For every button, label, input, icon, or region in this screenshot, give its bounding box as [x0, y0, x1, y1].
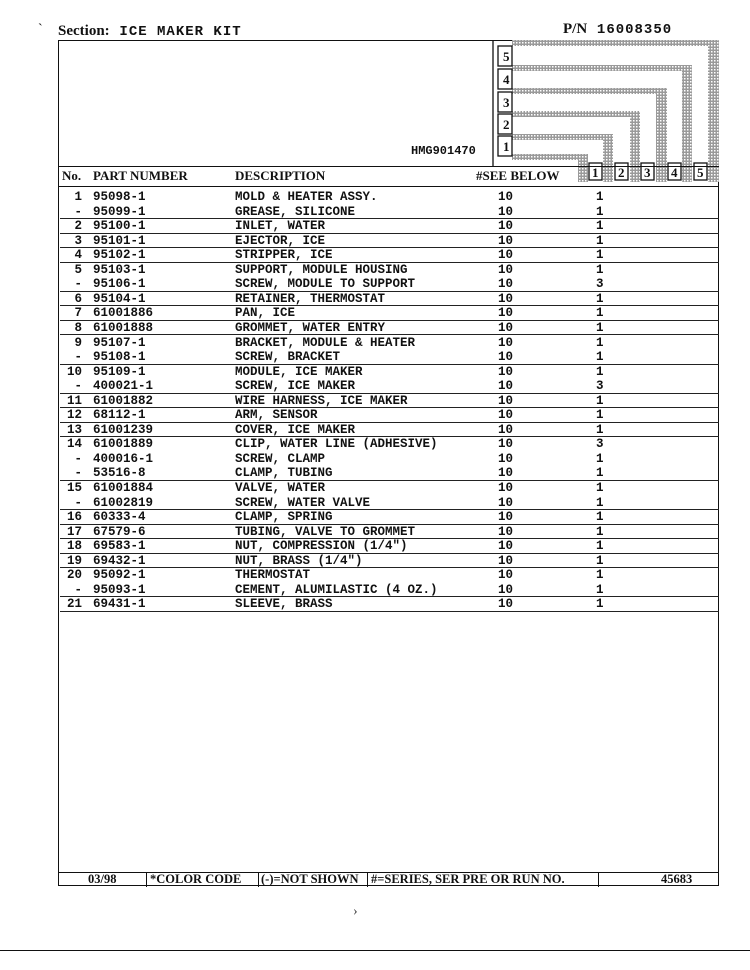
footer-separator [598, 872, 599, 887]
footer-color-code: *COLOR CODE [150, 872, 242, 886]
row-description: GREASE, SILICONE [235, 204, 356, 219]
row-number: 1 [74, 190, 82, 204]
row-series-1-qty: 1 [596, 539, 604, 554]
footer-date: 03/98 [88, 872, 117, 886]
row-description: MOLD & HEATER ASSY. [235, 190, 378, 204]
footer-series-note: #=SERIES, SER PRE OR RUN NO. [371, 872, 565, 886]
row-part-number: 95099-1 [93, 204, 146, 219]
row-series-1-qty: 1 [596, 393, 604, 408]
hmg-code: HMG901470 [411, 144, 476, 158]
row-see-below: 10 [498, 510, 514, 525]
table-row [60, 466, 719, 481]
table-row [60, 408, 719, 423]
table-row [60, 568, 719, 583]
row-number: 21 [66, 597, 82, 612]
row-description: WIRE HARNESS, ICE MAKER [235, 393, 408, 408]
row-see-below: 10 [498, 481, 514, 495]
row-number: 9 [74, 335, 82, 350]
row-part-number: 68112-1 [93, 408, 146, 423]
row-see-below: 10 [498, 568, 514, 583]
row-see-below: 10 [498, 262, 514, 277]
heading-rule-bottom [58, 186, 719, 187]
table-row [60, 423, 719, 438]
row-number: 8 [74, 320, 82, 335]
table-row [60, 234, 719, 249]
row-description: CLAMP, SPRING [235, 510, 333, 525]
row-number: 12 [66, 408, 82, 423]
row-number: - [74, 277, 82, 292]
row-number: 10 [66, 364, 82, 379]
row-number: 19 [66, 553, 82, 568]
row-description: CEMENT, ALUMILASTIC (4 OZ.) [235, 582, 438, 597]
row-part-number: 95109-1 [93, 364, 146, 379]
row-number: 4 [74, 248, 82, 263]
pn-label: P/N [563, 21, 588, 37]
series-box-4: 4 [503, 72, 510, 87]
row-series-1-qty: 1 [596, 248, 604, 263]
row-see-below: 10 [498, 466, 514, 481]
row-description: NUT, BRASS (1/4") [235, 553, 363, 568]
table-row [60, 248, 719, 263]
row-see-below: 10 [498, 350, 514, 365]
row-part-number: 95102-1 [93, 248, 146, 263]
row-see-below: 10 [498, 291, 514, 306]
row-series-1-qty: 1 [596, 320, 604, 335]
row-series-1-qty: 1 [596, 466, 604, 481]
footer-not-shown: (-)=NOT SHOWN [261, 872, 359, 886]
row-see-below: 10 [498, 219, 514, 234]
row-part-number: 61001889 [93, 437, 154, 452]
row-number: - [74, 379, 82, 394]
row-number: 11 [66, 393, 82, 408]
table-row [60, 350, 719, 365]
row-part-number: 61001888 [93, 320, 154, 335]
row-part-number: 60333-4 [93, 510, 146, 525]
series-box-3: 3 [503, 95, 510, 110]
row-description: EJECTOR, ICE [235, 233, 326, 248]
row-series-1-qty: 1 [596, 291, 604, 306]
row-number: - [74, 495, 82, 510]
section-label: Section: [58, 23, 110, 39]
row-number: - [74, 451, 82, 466]
row-number: 17 [66, 524, 82, 539]
bottom-number-3: 3 [644, 165, 651, 180]
row-number: 14 [66, 437, 82, 452]
table-row [60, 525, 719, 540]
row-see-below: 10 [498, 204, 514, 219]
row-see-below: 10 [498, 335, 514, 350]
row-see-below: 10 [498, 553, 514, 568]
row-part-number: 69583-1 [93, 539, 146, 554]
row-series-1-qty: 3 [596, 277, 604, 292]
row-see-below: 10 [498, 306, 514, 321]
heading-rule-top [58, 166, 719, 167]
row-series-1-qty: 1 [596, 451, 604, 466]
row-series-1-qty: 1 [596, 204, 604, 219]
row-description: STRIPPER, ICE [235, 248, 333, 263]
bottom-number-1: 1 [592, 165, 599, 180]
table-row [60, 394, 719, 409]
row-part-number: 400021-1 [93, 379, 154, 394]
row-number: - [74, 466, 82, 481]
row-description: PAN, ICE [235, 306, 296, 321]
row-number: - [74, 204, 82, 219]
row-description: SCREW, MODULE TO SUPPORT [235, 277, 416, 292]
row-description: VALVE, WATER [235, 481, 326, 495]
footer-page-number: 45683 [661, 872, 693, 886]
row-number: 18 [66, 539, 82, 554]
row-part-number: 400016-1 [93, 451, 154, 466]
row-description: MODULE, ICE MAKER [235, 364, 363, 379]
series-box-1: 1 [503, 139, 510, 154]
row-number: 7 [74, 306, 82, 321]
row-description: BRACKET, MODULE & HEATER [235, 335, 416, 350]
row-description: THERMOSTAT [235, 568, 311, 583]
col-header-part-number: PART NUMBER [93, 168, 188, 183]
col-header-see-below: #SEE BELOW [476, 168, 560, 183]
row-number: - [74, 582, 82, 597]
row-part-number: 95092-1 [93, 568, 146, 583]
row-number: - [74, 350, 82, 365]
row-description: SUPPORT, MODULE HOUSING [235, 262, 408, 277]
table-row [60, 190, 719, 205]
section-value: ICE MAKER KIT [119, 24, 242, 40]
table-row [60, 379, 719, 394]
row-part-number: 67579-6 [93, 524, 146, 539]
stray-tick: ` [38, 22, 43, 37]
pn-value: 16008350 [596, 22, 673, 38]
col-header-no: No. [62, 168, 82, 183]
row-series-1-qty: 1 [596, 350, 604, 365]
row-description: SCREW, CLAMP [235, 451, 326, 466]
row-number: 20 [66, 568, 82, 583]
row-series-1-qty: 1 [596, 190, 604, 204]
footer-separator [258, 872, 259, 887]
row-part-number: 95108-1 [93, 350, 146, 365]
row-part-number: 61001882 [93, 393, 154, 408]
row-description: INLET, WATER [235, 219, 326, 234]
row-description: TUBING, VALVE TO GROMMET [235, 524, 416, 539]
row-part-number: 69431-1 [93, 597, 146, 612]
row-description: CLIP, WATER LINE (ADHESIVE) [235, 437, 438, 452]
row-see-below: 10 [498, 320, 514, 335]
row-see-below: 10 [498, 422, 514, 437]
row-part-number: 61001239 [93, 422, 154, 437]
table-row [60, 583, 719, 598]
row-series-1-qty: 1 [596, 510, 604, 525]
row-series-1-qty: 1 [596, 335, 604, 350]
bottom-rule [0, 950, 750, 951]
row-series-1-qty: 1 [596, 495, 604, 510]
row-see-below: 10 [498, 597, 514, 612]
row-number: 16 [66, 510, 82, 525]
row-number: 2 [74, 219, 82, 234]
col-header-description: DESCRIPTION [235, 168, 326, 183]
row-see-below: 10 [498, 277, 514, 292]
row-see-below: 10 [498, 248, 514, 263]
row-description: SLEEVE, BRASS [235, 597, 333, 612]
row-part-number: 95093-1 [93, 582, 146, 597]
table-row [60, 306, 719, 321]
table-row [60, 336, 719, 351]
row-series-1-qty: 1 [596, 582, 604, 597]
row-description: RETAINER, THERMOSTAT [235, 291, 386, 306]
row-see-below: 10 [498, 582, 514, 597]
row-see-below: 10 [498, 190, 514, 204]
table-row [60, 437, 719, 452]
row-part-number: 95106-1 [93, 277, 146, 292]
row-see-below: 10 [498, 408, 514, 423]
row-series-1-qty: 1 [596, 481, 604, 495]
row-number: 3 [74, 233, 82, 248]
row-description: CLAMP, TUBING [235, 466, 333, 481]
table-row [60, 277, 719, 292]
bottom-number-2: 2 [618, 165, 625, 180]
table-row [60, 219, 719, 234]
row-description: COVER, ICE MAKER [235, 422, 356, 437]
table-row [60, 321, 719, 336]
row-part-number: 95101-1 [93, 233, 146, 248]
row-part-number: 53516-8 [93, 466, 146, 481]
row-description: SCREW, WATER VALVE [235, 495, 371, 510]
table-row [60, 205, 719, 220]
row-series-1-qty: 1 [596, 568, 604, 583]
row-number: 13 [66, 422, 82, 437]
table-row [60, 496, 719, 511]
bottom-number-4: 4 [671, 165, 678, 180]
footer-separator [146, 872, 147, 887]
table-row [60, 554, 719, 569]
row-series-1-qty: 3 [596, 379, 604, 394]
row-series-1-qty: 1 [596, 262, 604, 277]
row-see-below: 10 [498, 379, 514, 394]
row-part-number: 61001884 [93, 481, 154, 495]
row-see-below: 10 [498, 451, 514, 466]
row-series-1-qty: 1 [596, 597, 604, 612]
row-description: ARM, SENSOR [235, 408, 318, 423]
series-bars [512, 40, 719, 182]
row-description: NUT, COMPRESSION (1/4") [235, 539, 408, 554]
row-number: 5 [74, 262, 82, 277]
table-row [60, 365, 719, 380]
row-part-number: 95100-1 [93, 219, 146, 234]
table-row [60, 292, 719, 307]
row-series-1-qty: 1 [596, 422, 604, 437]
row-series-1-qty: 3 [596, 437, 604, 452]
row-description: SCREW, BRACKET [235, 350, 341, 365]
series-box-5: 5 [503, 49, 510, 64]
row-see-below: 10 [498, 364, 514, 379]
stray-mark: › [353, 904, 358, 919]
table-row [60, 263, 719, 278]
row-part-number: 61002819 [93, 495, 154, 510]
row-series-1-qty: 1 [596, 553, 604, 568]
row-series-1-qty: 1 [596, 364, 604, 379]
row-see-below: 10 [498, 495, 514, 510]
table-row [60, 481, 719, 496]
bottom-number-5: 5 [697, 165, 704, 180]
series-box-2: 2 [503, 117, 510, 132]
row-see-below: 10 [498, 393, 514, 408]
row-series-1-qty: 1 [596, 306, 604, 321]
row-part-number: 95103-1 [93, 262, 146, 277]
row-part-number: 95098-1 [93, 190, 146, 204]
row-see-below: 10 [498, 437, 514, 452]
row-part-number: 69432-1 [93, 553, 146, 568]
row-see-below: 10 [498, 539, 514, 554]
table-row [60, 510, 719, 525]
row-number: 15 [66, 481, 82, 495]
row-series-1-qty: 1 [596, 408, 604, 423]
row-see-below: 10 [498, 524, 514, 539]
row-part-number: 61001886 [93, 306, 154, 321]
table-row [60, 539, 719, 554]
row-series-1-qty: 1 [596, 524, 604, 539]
row-series-1-qty: 1 [596, 219, 604, 234]
table-row [60, 597, 719, 612]
row-description: SCREW, ICE MAKER [235, 379, 356, 394]
footer-separator [367, 872, 368, 887]
row-number: 6 [74, 291, 82, 306]
row-part-number: 95104-1 [93, 291, 146, 306]
row-part-number: 95107-1 [93, 335, 146, 350]
row-series-1-qty: 1 [596, 233, 604, 248]
footer-bar [58, 872, 719, 887]
row-description: GROMMET, WATER ENTRY [235, 320, 386, 335]
table-row [60, 452, 719, 467]
row-see-below: 10 [498, 233, 514, 248]
